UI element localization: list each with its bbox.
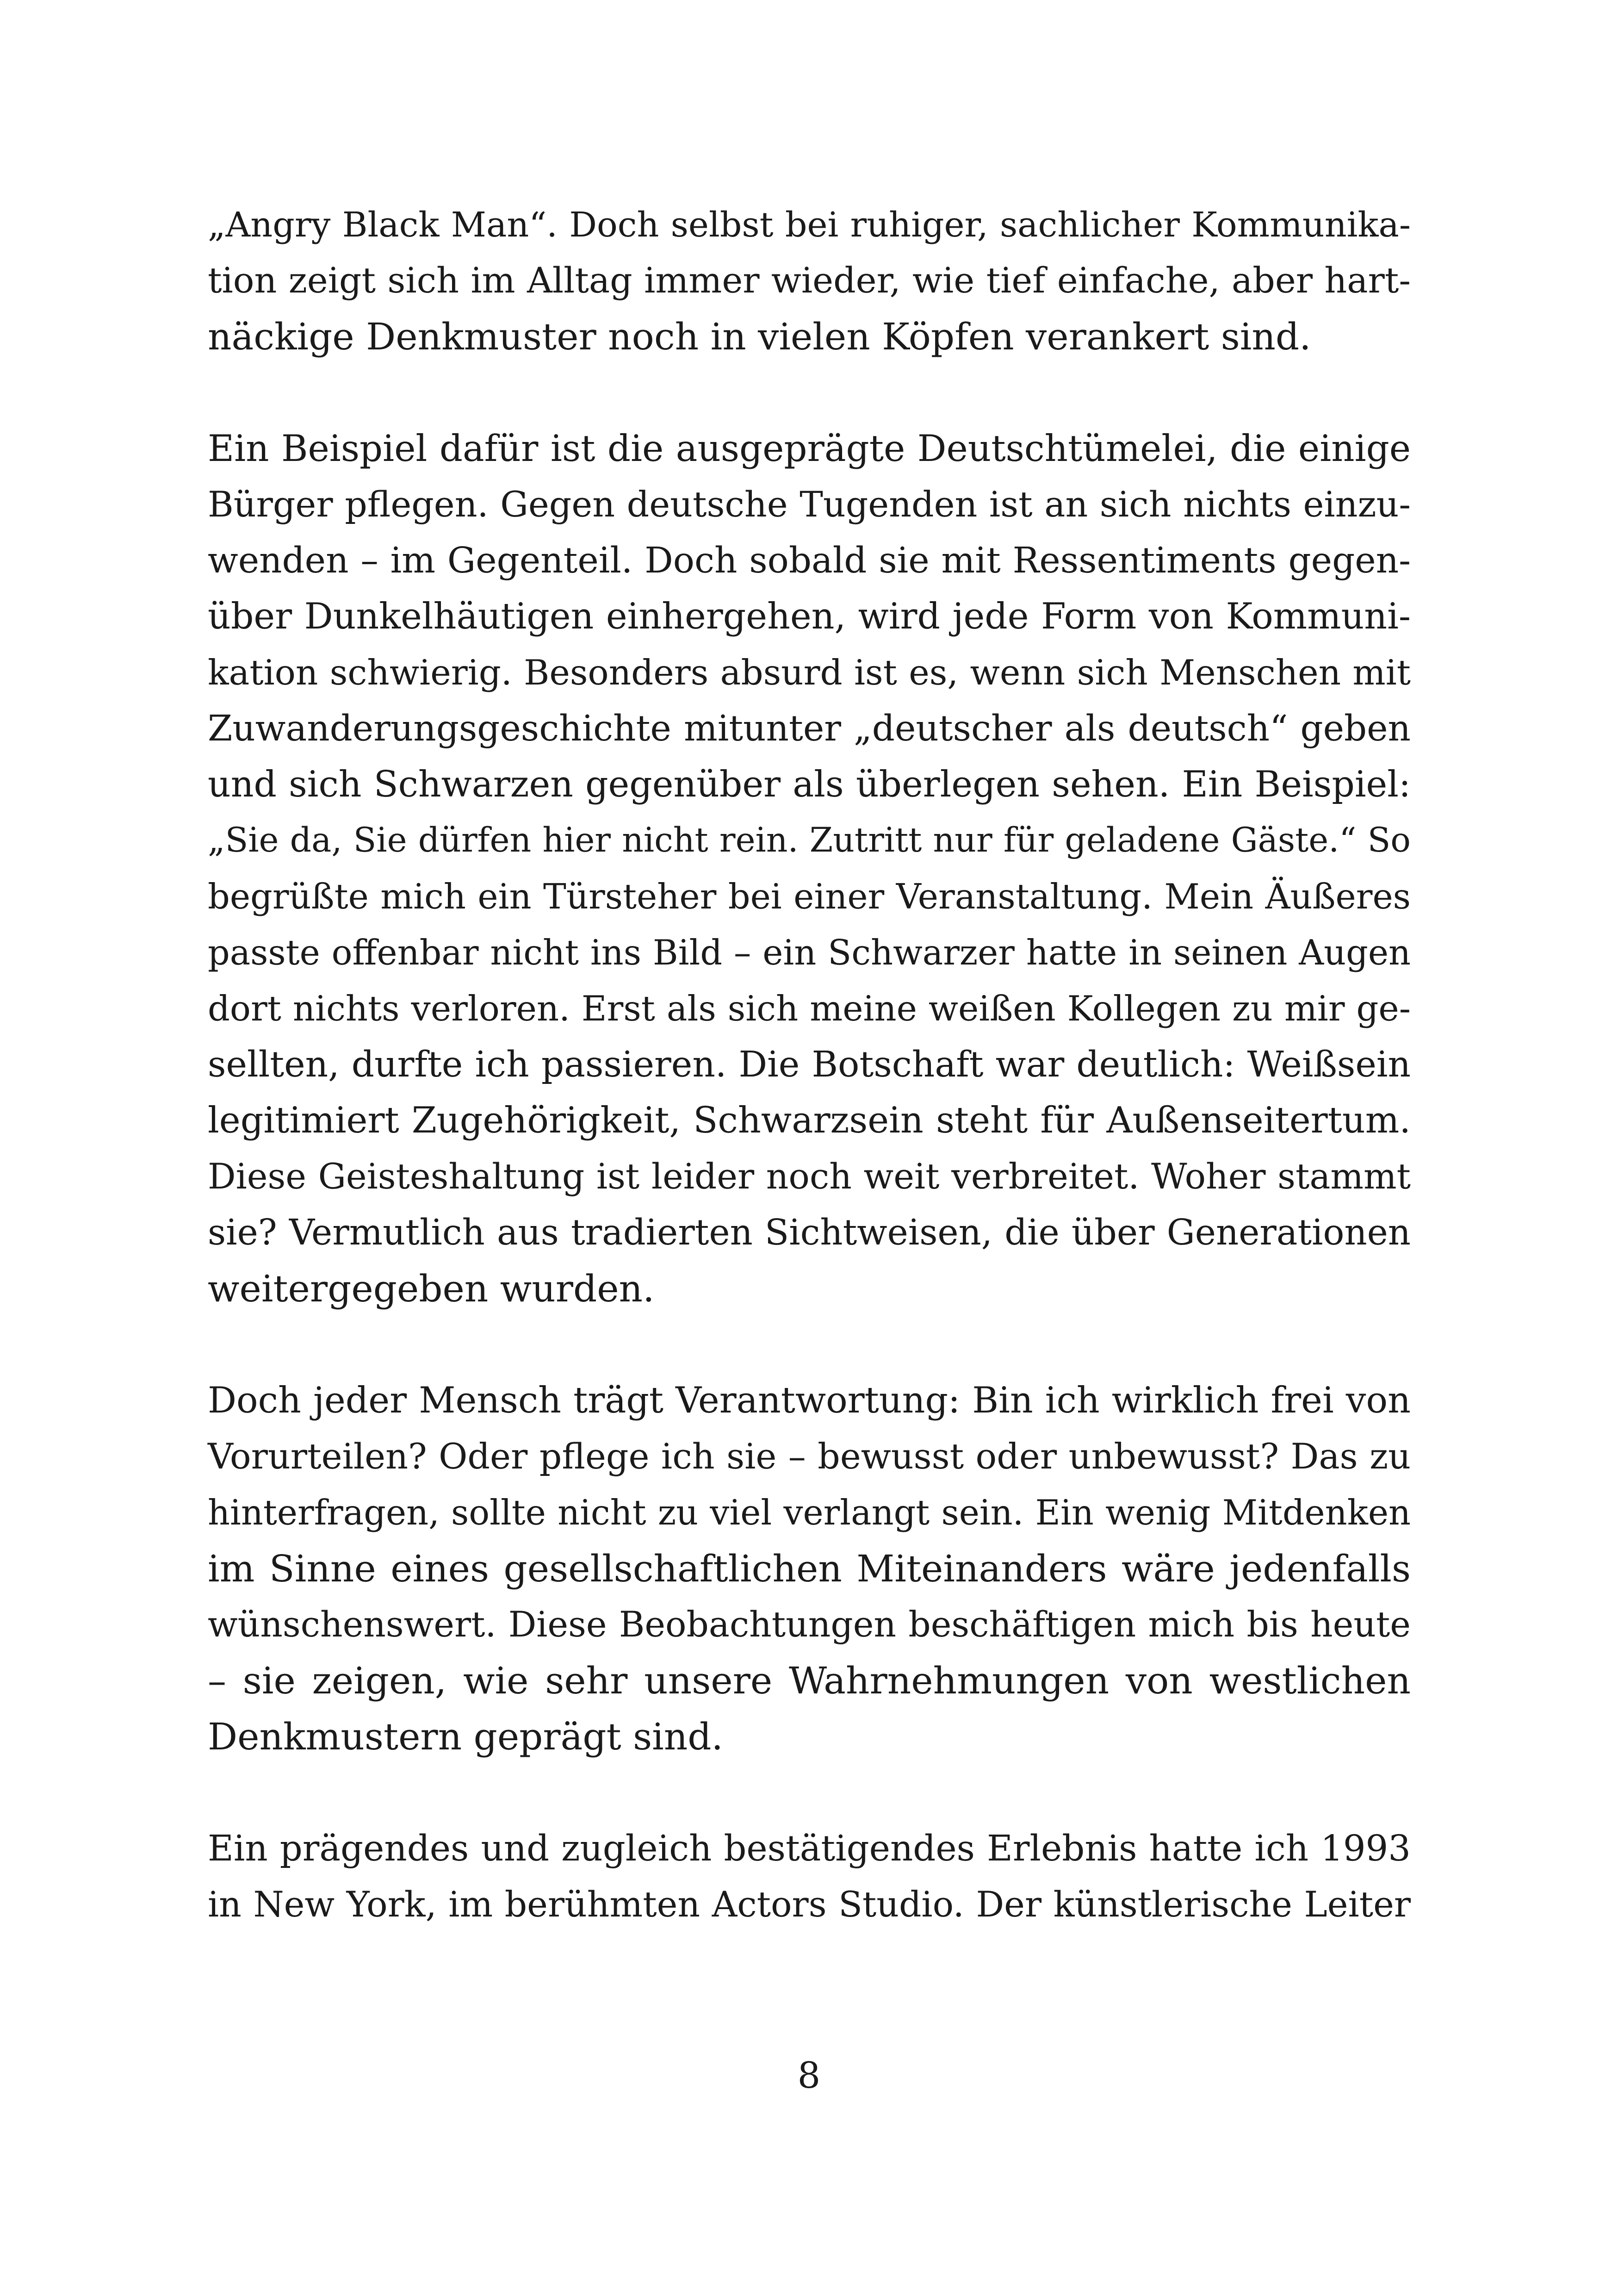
text-line: kation schwierig. Besonders absurd ist es, wenn sich Menschen mit [208,652,1411,693]
text-line: in New York, im berühmten Actors Studio. Der künstlerische Leiter [208,1884,1411,1925]
paragraph-1 [208,197,1411,365]
text-line: dort nichts verloren. Erst als sich meine weißen Kollegen zu mir ge- [208,989,1411,1029]
paragraph-spacer [208,365,1411,421]
paragraph-4 [208,1821,1411,1933]
text-line: Ein Beispiel dafür ist die ausgeprägte Deutschtümelei, die einige [208,428,1411,470]
text-line: über Dunkelhäutigen einhergehen, wird jede Form von Kommuni- [208,596,1411,637]
text-line: begrüßte mich ein Türsteher bei einer Veranstaltung. Mein Äußeres [208,877,1411,917]
body-text [208,197,1411,1933]
page-number: 8 [797,2055,821,2097]
text-line: hinterfragen, sollte nicht zu viel verlangt sein. Ein wenig Mitdenken [208,1493,1411,1533]
text-line: passte offenbar nicht ins Bild – ein Schwarzer hatte in seinen Augen [208,933,1411,973]
text-line: Vorurteilen? Oder pflege ich sie – bewusst oder unbewusst? Das zu [208,1436,1411,1477]
paragraph-2 [208,421,1411,1317]
text-line: – sie zeigen, wie sehr unsere Wahrnehmungen von westlichen [208,1659,1411,1702]
paragraph-spacer [208,1765,1411,1821]
text-line: wenden – im Gegenteil. Doch sobald sie mit Ressentiments gegen- [208,540,1411,581]
text-line: sellten, durfte ich passieren. Die Botschaft war deutlich: Weißsein [208,1044,1411,1085]
text-line: wünschenswert. Diese Beobachtungen beschäftigen mich bis heute [208,1604,1411,1645]
text-line: sie? Vermutlich aus tradierten Sichtweisen, die über Generationen [208,1212,1411,1253]
text-line: Diese Geisteshaltung ist leider noch weit verbreitet. Woher stammt [208,1156,1411,1197]
text-line: „Angry Black Man“. Doch selbst bei ruhiger, sachlicher Kommunika- [208,205,1411,245]
text-line: Denkmustern geprägt sind. [208,1715,723,1758]
text-line: Zuwanderungsgeschichte mitunter „deutscher als deutsch“ geben [208,708,1411,749]
text-line: Ein prägendes und zugleich bestätigendes Erlebnis hatte ich 1993 [208,1828,1411,1869]
text-line: Bürger pflegen. Gegen deutsche Tugenden ist an sich nichts einzu- [208,484,1411,525]
text-line: weitergegeben wurden. [208,1267,655,1310]
text-line: und sich Schwarzen gegenüber als überlegen sehen. Ein Beispiel: [208,764,1411,805]
text-line: „Sie da, Sie dürfen hier nicht rein. Zutritt nur für geladene Gäste.“ So [208,821,1411,860]
paragraph-spacer [208,1317,1411,1373]
text-line: näckige Denkmuster noch in vielen Köpfen verankert sind. [208,315,1311,358]
text-line: tion zeigt sich im Alltag immer wieder, wie tief einfache, aber hart- [208,260,1411,301]
text-line: im Sinne eines gesellschaftlichen Miteinanders wäre jedenfalls [208,1547,1411,1590]
text-line: Doch jeder Mensch trägt Verantwortung: Bin ich wirklich frei von [208,1380,1411,1421]
text-line: legitimiert Zugehörigkeit, Schwarzsein steht für Außenseitertum. [208,1100,1411,1141]
paragraph-3 [208,1373,1411,1765]
